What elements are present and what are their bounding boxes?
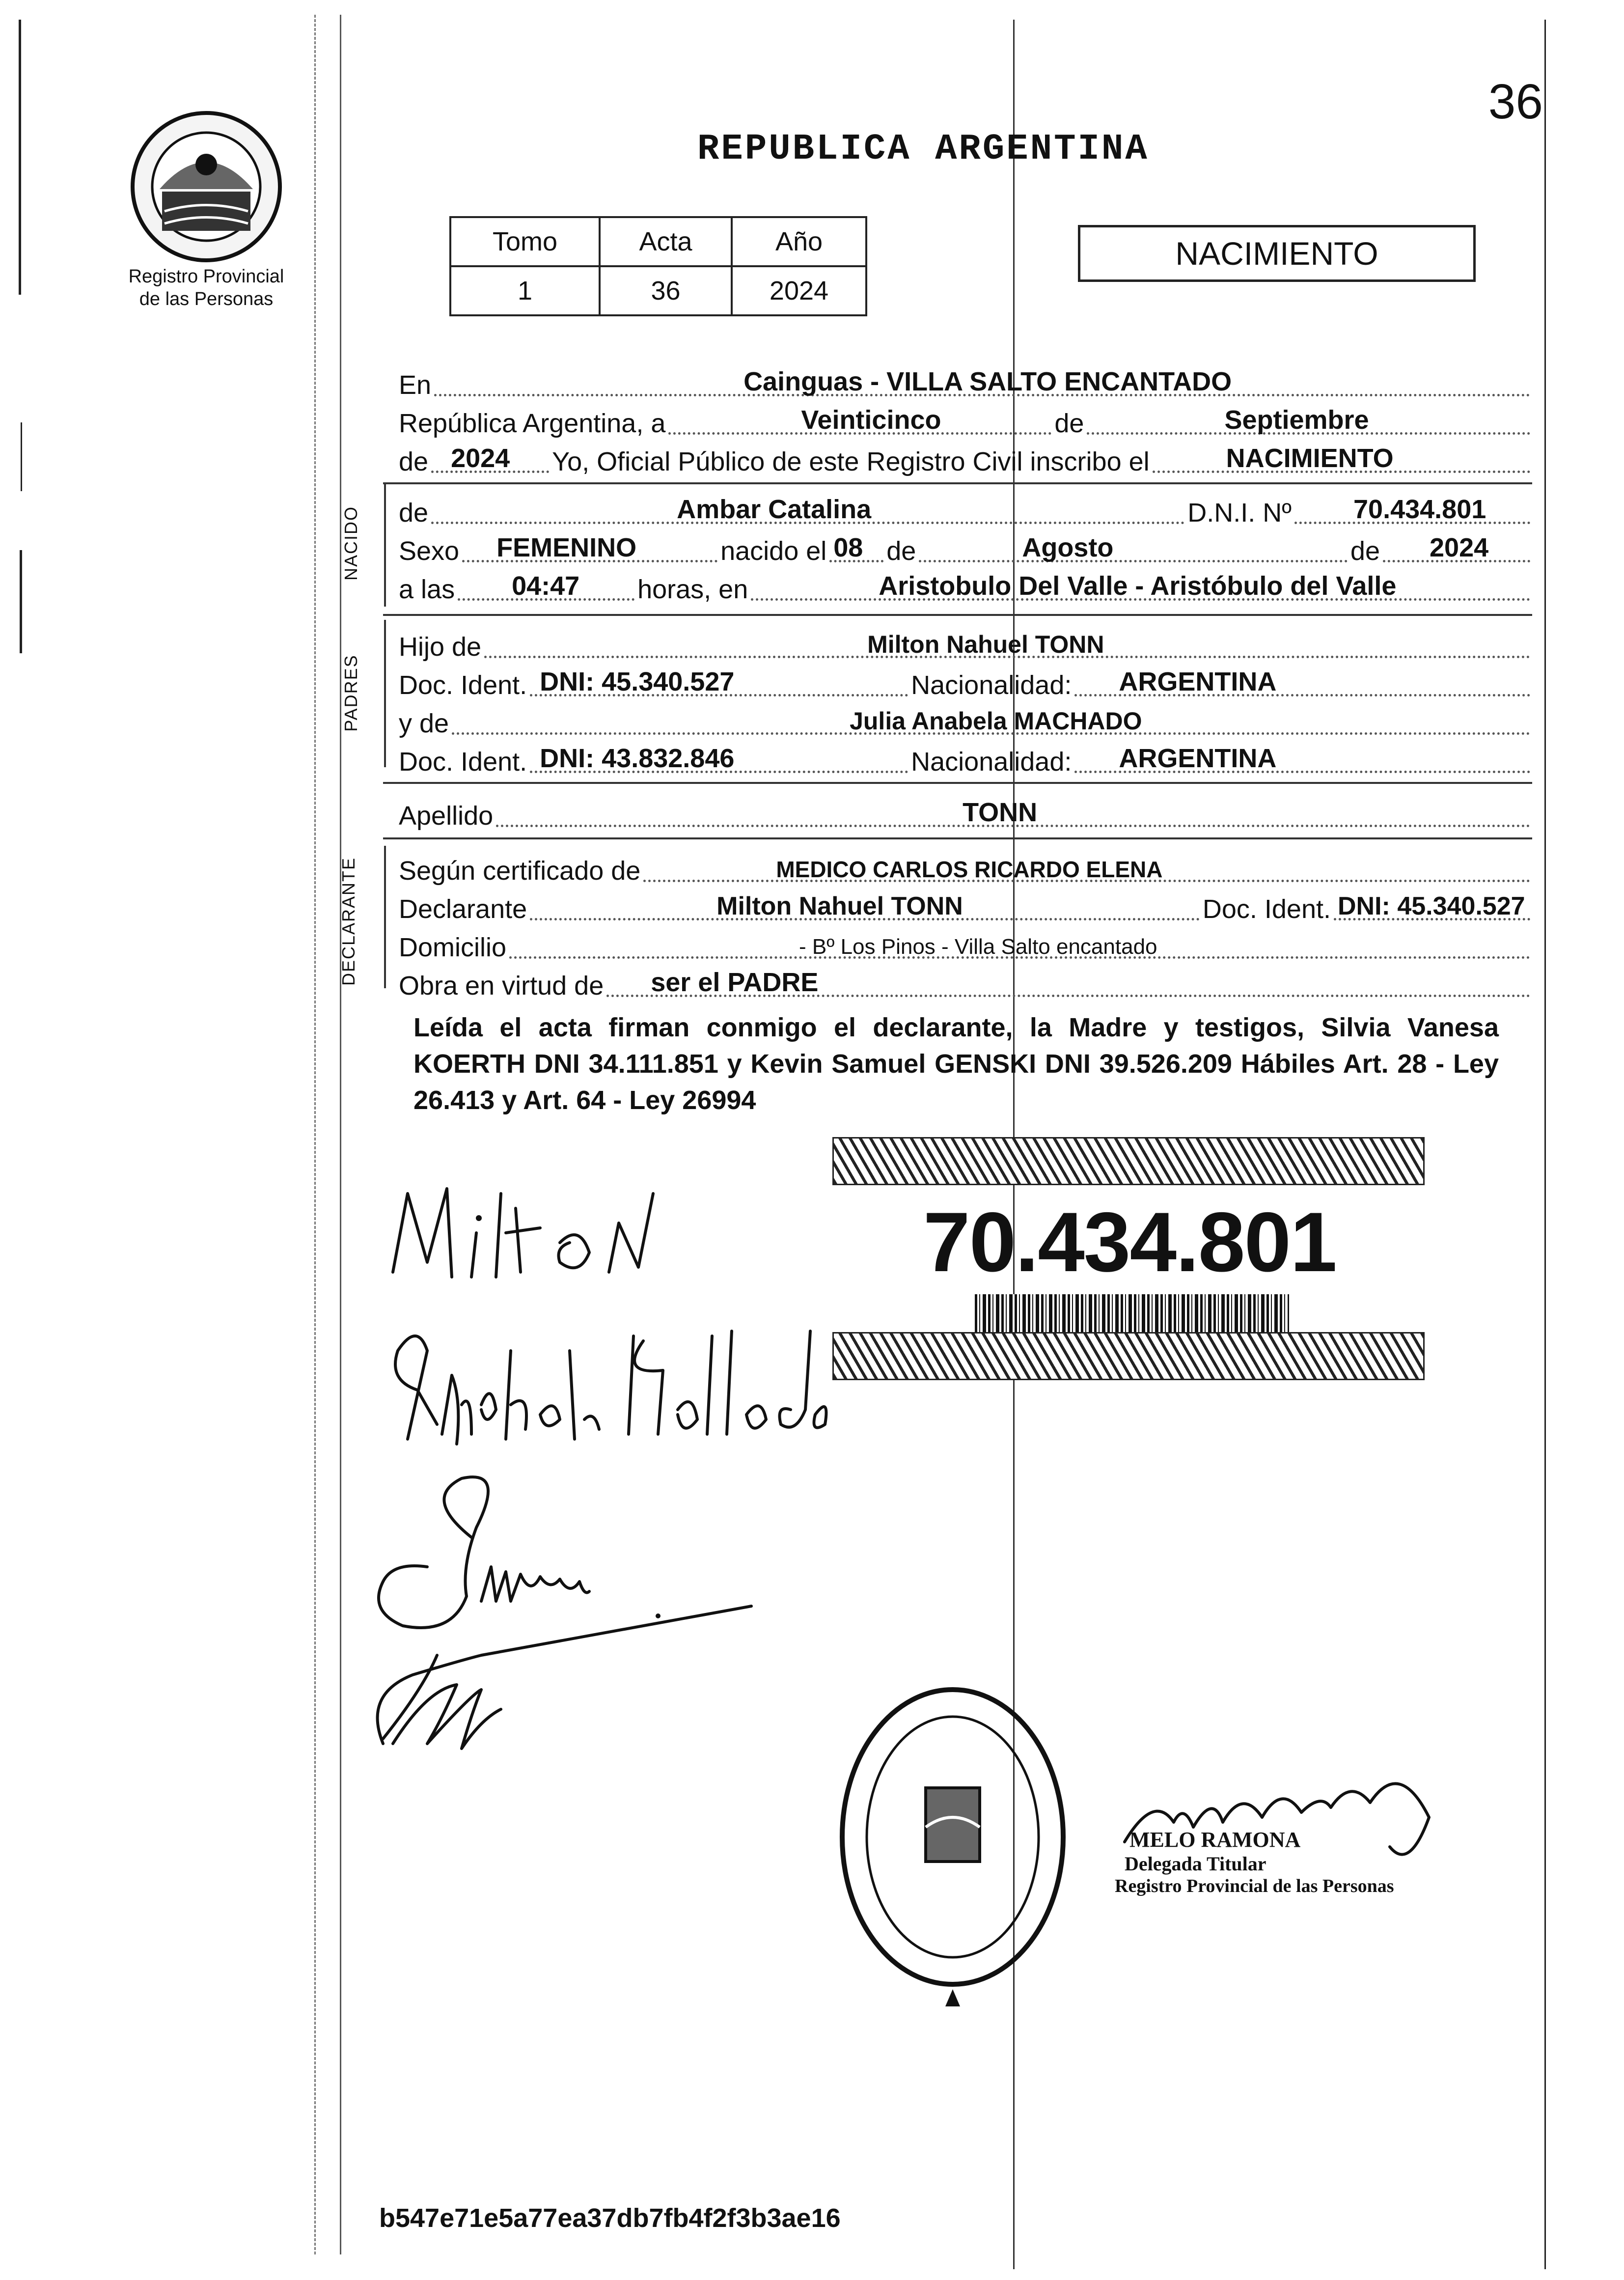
child-dni-value: 70.434.801 <box>1353 495 1486 524</box>
mother-doc-value: DNI: 43.832.846 <box>540 744 735 773</box>
birth-day-value: 08 <box>833 533 863 562</box>
section-divider <box>383 782 1532 784</box>
apellido-value: TONN <box>963 798 1038 827</box>
father-nationality-value: ARGENTINA <box>1119 667 1277 696</box>
certificate-row <box>399 847 1533 888</box>
domicilio-value: - Bº Los Pinos - Villa Salto encantado <box>799 935 1157 959</box>
act-type-box: NACIMIENTO <box>1078 225 1476 282</box>
birth-month-value: Agosto <box>1022 533 1114 562</box>
time-place-row <box>399 565 1533 607</box>
mother-nationality-value: ARGENTINA <box>1119 744 1277 773</box>
declarante-section-label: DECLARANTE <box>338 857 358 986</box>
security-pattern-bottom <box>832 1332 1425 1380</box>
birth-de-label-2: de <box>1350 536 1380 566</box>
certificado-label: Según certificado de <box>399 856 641 886</box>
section-divider <box>383 837 1532 839</box>
mother-doc-label: Doc. Ident. <box>399 747 527 777</box>
tomo-value: 1 <box>450 266 600 315</box>
registry-label <box>103 265 309 310</box>
padres-bracket <box>384 620 386 767</box>
official-name: MELO RAMONA <box>1129 1828 1301 1852</box>
dni-label: D.N.I. Nº <box>1187 498 1292 528</box>
registry-label-line1: Registro Provincial <box>128 266 284 287</box>
signature-witness-2 <box>354 1596 756 1758</box>
acta-value: 36 <box>600 266 732 315</box>
year-value: 2024 <box>451 444 510 473</box>
place-value: Cainguas - VILLA SALTO ENCANTADO <box>743 367 1232 396</box>
birth-time-value: 04:47 <box>512 571 580 601</box>
father-name-value: Milton Nahuel TONN <box>867 631 1104 658</box>
section-divider <box>383 614 1532 616</box>
officer-text: Yo, Oficial Público de este Registro Civil inscribo el <box>552 447 1150 476</box>
declarante-doc-value: DNI: 45.340.527 <box>1338 892 1525 920</box>
anio-header: Año <box>732 217 866 266</box>
declarante-label: Declarante <box>399 894 527 924</box>
signature-anabela <box>388 1292 830 1454</box>
horas-label: horas, en <box>637 575 748 604</box>
republica-label: República Argentina, a <box>399 409 666 438</box>
registry-table <box>449 216 867 316</box>
surname-row <box>399 792 1533 833</box>
legal-statement: Leída el acta firman conmigo el declarante, la Madre y testigos, Silvia Vanesa KOERTH DNI 34.111.851 y Kevin Samuel GENSKI DNI 39.526.209 Hábiles Art. 28 - Ley 26.413 y Art. 64 - Ley 26994 <box>413 1013 1499 1115</box>
officer-row <box>399 438 1533 479</box>
official-office: Registro Provincial de las Personas <box>1115 1876 1394 1896</box>
mother-name-value: Julia Anabela MACHADO <box>850 707 1142 735</box>
margin-line <box>340 15 341 2254</box>
declarante-bracket <box>384 846 386 988</box>
official-title: Delegada Titular <box>1125 1853 1266 1875</box>
scan-mark <box>20 550 22 653</box>
mother-doc-row <box>399 738 1533 779</box>
sexo-value: FEMENINO <box>496 533 637 562</box>
page-number: 36 <box>1488 74 1543 129</box>
hijo-de-label: Hijo de <box>399 632 482 662</box>
a-las-label: a las <box>399 575 455 604</box>
official-seal <box>835 1680 1071 2024</box>
dni-sticker-number: 70.434.801 <box>923 1195 1336 1289</box>
obra-value: ser el PADRE <box>651 968 819 997</box>
inscribe-type-value: NACIMIENTO <box>1226 444 1394 473</box>
de-label: de <box>1054 409 1084 438</box>
father-row <box>399 623 1533 664</box>
father-nationality-label: Nacionalidad: <box>911 670 1072 700</box>
birth-de-label: de <box>886 536 916 566</box>
place-row <box>399 361 1533 402</box>
name-row <box>399 489 1533 530</box>
declarant-row <box>399 885 1533 926</box>
y-de-label: y de <box>399 709 449 738</box>
document-title: REPUBLICA ARGENTINA <box>697 129 1149 170</box>
en-label: En <box>399 370 432 400</box>
province-crest <box>120 106 292 268</box>
nacido-el-label: nacido el <box>720 536 827 566</box>
birth-year-value: 2024 <box>1430 533 1489 562</box>
signature-milton <box>373 1164 668 1292</box>
obra-row <box>399 962 1533 1003</box>
domicilio-label: Domicilio <box>399 933 507 962</box>
margin-dashed-line <box>314 15 316 2254</box>
nacido-bracket <box>384 484 386 607</box>
date-row <box>399 399 1533 441</box>
year-prefix-label: de <box>399 447 429 476</box>
child-name-value: Ambar Catalina <box>677 495 872 524</box>
mother-row <box>399 699 1533 741</box>
registry-label-line2: de las Personas <box>139 289 274 309</box>
birth-place-value: Aristobulo Del Valle - Aristóbulo del Valle <box>879 571 1397 601</box>
certificado-value: MEDICO CARLOS RICARDO ELENA <box>776 857 1163 882</box>
declarante-doc-label: Doc. Ident. <box>1202 894 1331 924</box>
document-hash: b547e71e5a77ea37db7fb4f2f3b3ae16 <box>379 2203 841 2233</box>
sexo-label: Sexo <box>399 536 460 566</box>
father-doc-row <box>399 661 1533 702</box>
scan-mark <box>19 20 21 295</box>
anio-value: 2024 <box>732 266 866 315</box>
month-value: Septiembre <box>1224 405 1369 435</box>
address-row <box>399 923 1533 965</box>
apellido-label: Apellido <box>399 801 494 831</box>
right-edge-line <box>1544 20 1546 2269</box>
father-doc-label: Doc. Ident. <box>399 670 527 700</box>
declarante-name-value: Milton Nahuel TONN <box>716 892 963 920</box>
father-doc-value: DNI: 45.340.527 <box>540 667 735 696</box>
official-stamp-text <box>1115 1827 1419 1897</box>
obra-label: Obra en virtud de <box>399 971 604 1001</box>
sex-birth-row <box>399 527 1533 568</box>
padres-section-label: PADRES <box>341 654 361 732</box>
nacido-section-label: NACIDO <box>341 506 361 581</box>
tomo-header: Tomo <box>450 217 600 266</box>
scan-mark <box>21 422 22 491</box>
mother-nationality-label: Nacionalidad: <box>911 747 1072 777</box>
security-pattern-top <box>832 1137 1425 1185</box>
day-value: Veinticinco <box>801 405 941 435</box>
section-divider <box>383 482 1532 484</box>
acta-header: Acta <box>600 217 732 266</box>
nacido-de-label: de <box>399 498 429 528</box>
